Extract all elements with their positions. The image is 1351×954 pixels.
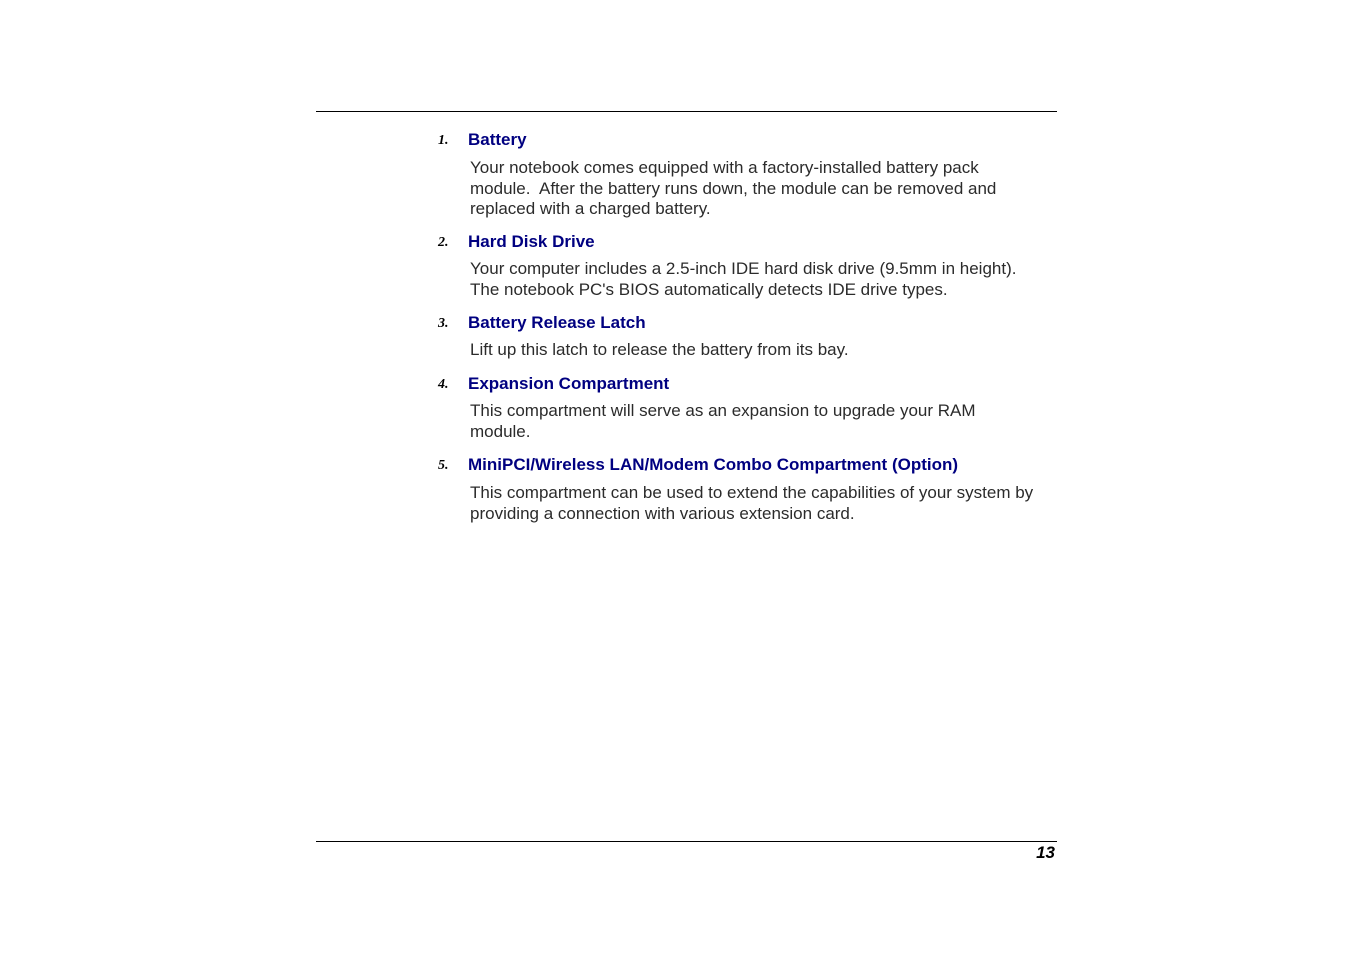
description-line: Lift up this latch to release the battery from its bay. [470,340,849,359]
description-line: Your computer includes a 2.5-inch IDE hard disk drive (9.5mm in height). [470,259,1017,278]
item-heading [438,130,1058,152]
description-line: This compartment will serve as an expansion to upgrade your RAM [470,401,976,420]
item-number: 1. [438,133,449,148]
description-line: The notebook PC's BIOS automatically detects IDE drive types. [470,279,948,299]
item-title: Hard Disk Drive [468,232,595,251]
item-description [470,401,1060,442]
item-number: 2. [438,235,449,250]
item-number: 3. [438,316,449,331]
description-line: module. After the battery runs down, the module can be removed and [470,178,997,198]
list-item-minipci-compartment [438,455,1058,523]
item-description [470,340,1060,361]
item-description [470,158,1060,220]
footer-rule [316,841,1057,842]
item-number: 4. [438,377,449,392]
description-line: Your notebook comes equipped with a factory-installed battery pack [470,158,979,177]
list-item-battery-release-latch [438,313,1058,359]
description-line: module. [470,421,531,441]
item-title: Battery Release Latch [468,313,646,332]
item-heading [438,374,1058,396]
page-number: 13 [1036,843,1055,862]
item-title: Expansion Compartment [468,374,670,393]
description-line: providing a connection with various extension card. [470,503,855,523]
list-item-battery [438,130,1058,218]
item-heading [438,455,1058,477]
description-line: replaced with a charged battery. [470,199,711,218]
item-number: 5. [438,458,449,473]
item-title: MiniPCI/Wireless LAN/Modem Combo Compartment (Option) [468,455,959,474]
item-description [470,483,1060,524]
item-heading [438,232,1058,254]
item-title: Battery [468,130,527,149]
item-description [470,259,1060,300]
list-item-hard-disk-drive [438,232,1058,299]
header-rule [316,111,1057,112]
item-heading [438,313,1058,335]
list-item-expansion-compartment [438,374,1058,441]
description-line: This compartment can be used to extend the capabilities of your system by [470,483,1034,502]
